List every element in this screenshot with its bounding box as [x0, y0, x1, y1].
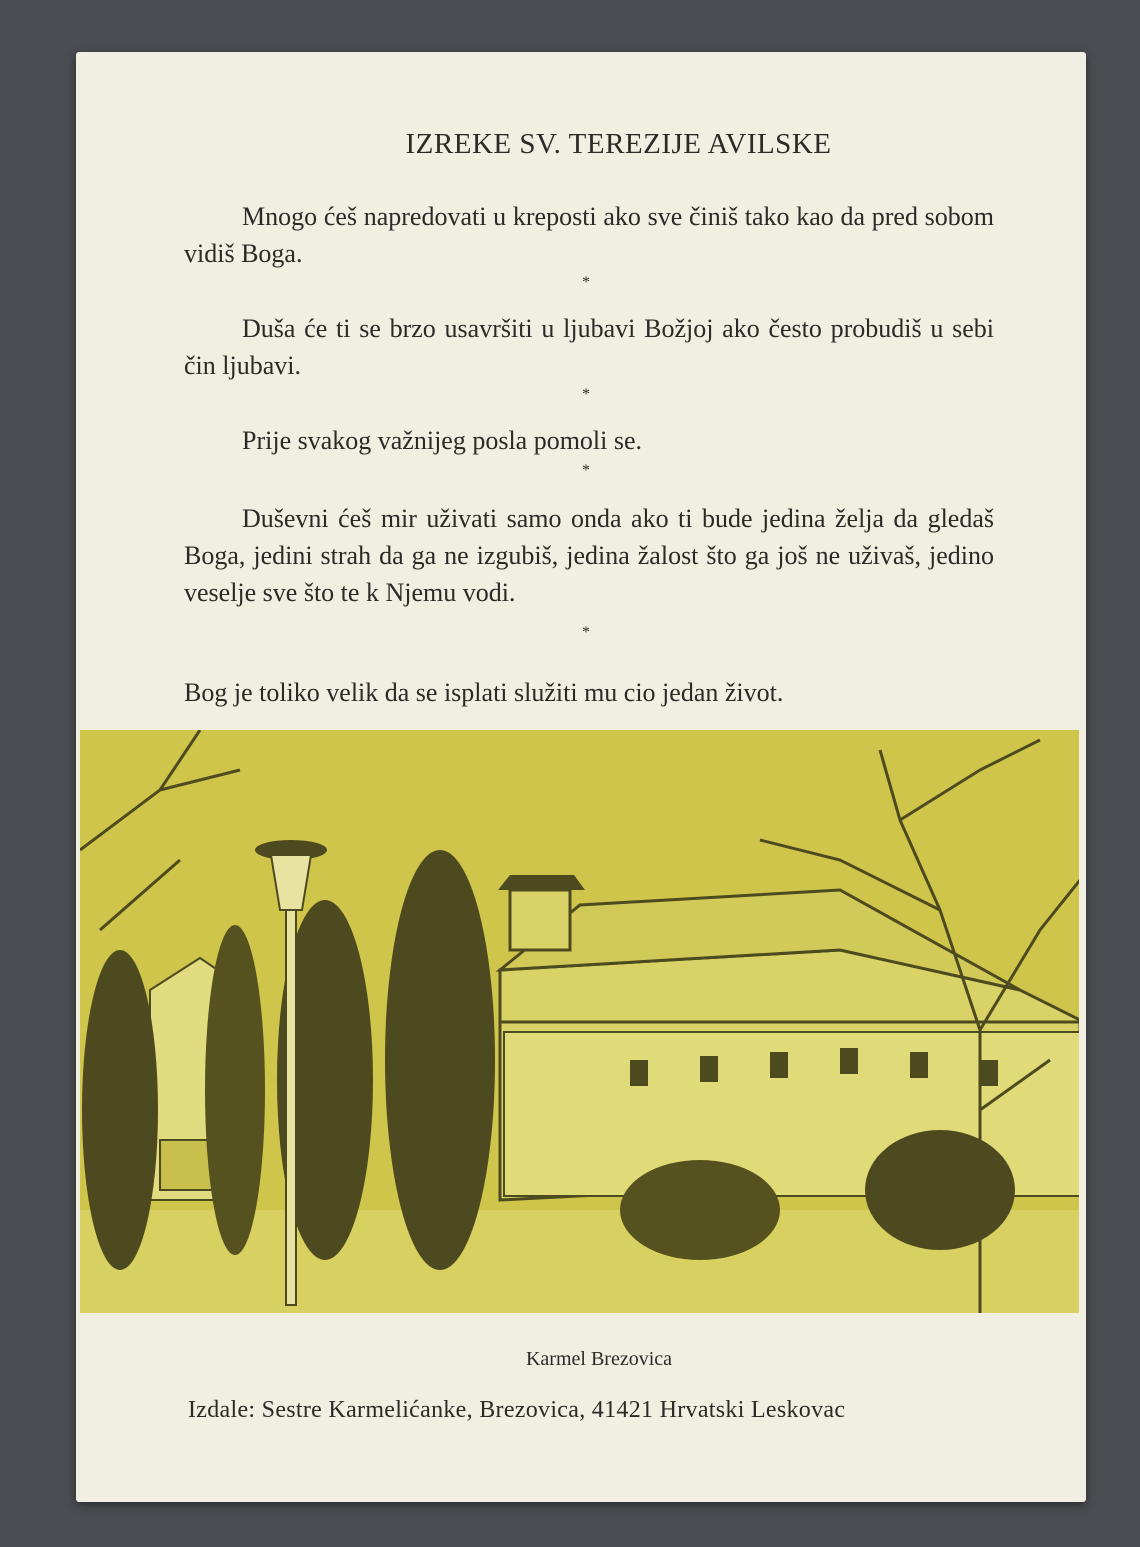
separator-2: *	[582, 386, 590, 403]
saying-5: Bog je toliko velik da se isplati služiti mu cio jedan život.	[184, 678, 784, 707]
prayer-card	[76, 52, 1086, 1502]
separator-4: *	[582, 624, 590, 641]
saying-2: Duša će ti se brzo usavršiti u ljubavi Božjoj ako često probudiš u sebi čin ljubavi.	[184, 314, 994, 380]
separator-1: *	[582, 274, 590, 291]
separator-3: *	[582, 462, 590, 479]
saying-4: Duševni ćeš mir uživati samo onda ako ti bude jedina želja da gledaš Boga, jedini strah da ga ne izgubiš, jedina žalost što ga još ne uživaš, jedino veselje sve što te k Njemu vodi.	[184, 504, 994, 607]
photo-caption: Karmel Brezovica	[525, 1348, 673, 1370]
photo-illustration	[80, 730, 1079, 1313]
saying-3: Prije svakog važnijeg posla pomoli se.	[242, 426, 643, 455]
saying-1: Mnogo ćeš napredovati u kreposti ako sve činiš tako kao da pred sobom vidiš Boga.	[184, 202, 994, 268]
card-title: IZREKE SV. TEREZIJE AVILSKE	[405, 128, 832, 160]
publisher-line: Izdale: Sestre Karmelićanke, Brezovica, 41421 Hrvatski Leskovac	[188, 1397, 846, 1423]
monastery-photo	[80, 730, 1079, 1313]
